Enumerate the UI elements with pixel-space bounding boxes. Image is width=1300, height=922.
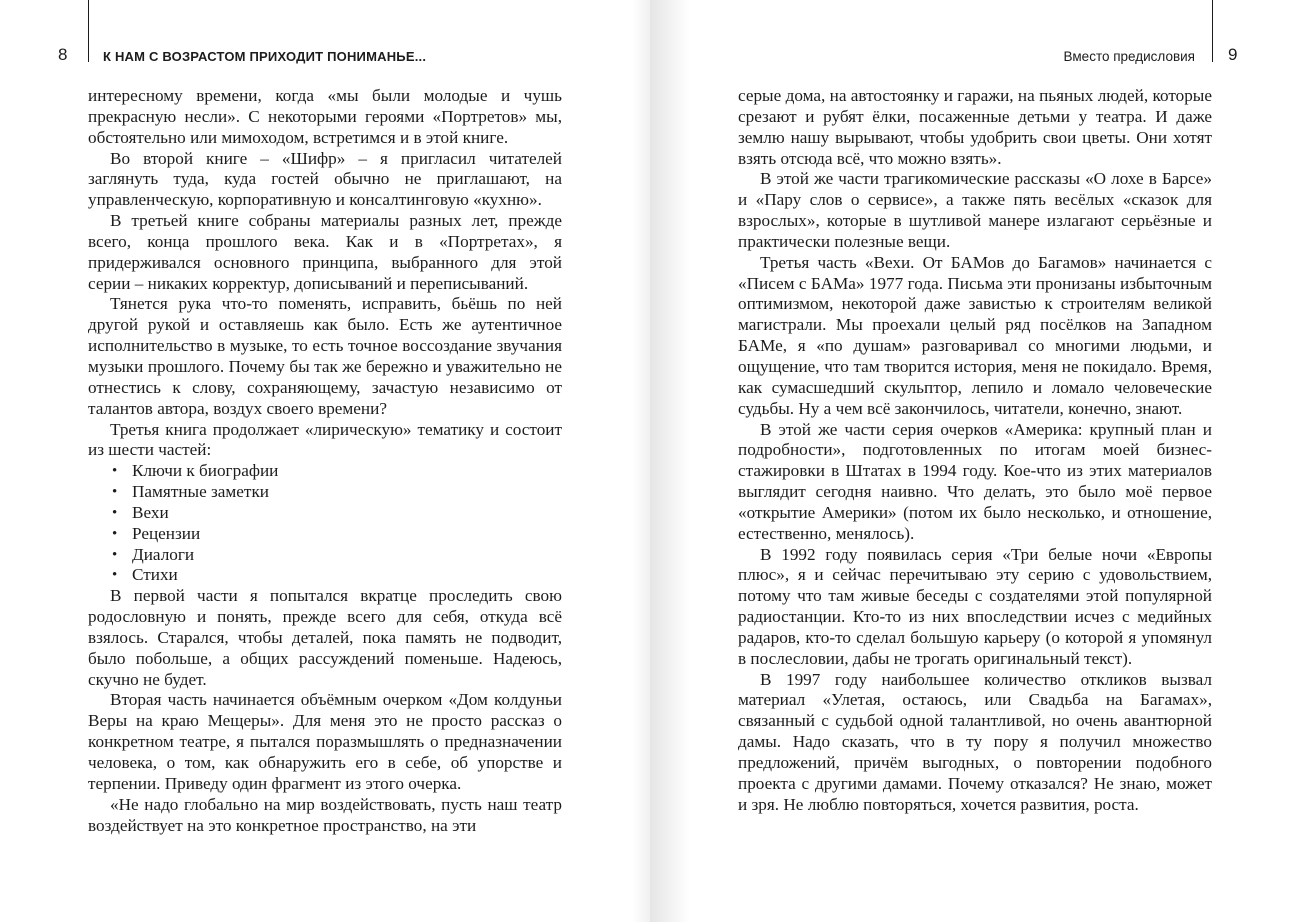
gutter-shadow (632, 0, 650, 922)
list-item: • Стихи (112, 565, 562, 586)
list-item: • Рецензии (112, 524, 562, 545)
list-item: • Вехи (112, 503, 562, 524)
left-body-text (88, 86, 562, 836)
paragraph: Вторая часть начинается объёмным очерком «Дом колдуньи Веры на краю Мещеры». Для меня это не просто рассказ о конкретном театре, я пытался поразмышлять о предназначении человека, о том, как обнаружить его в себе, об упорстве и терпении. Приведу один фрагмент из этого очерка. (88, 690, 562, 793)
paragraph: серые дома, на автостоянку и гаражи, на пьяных людей, которые срезают и рубят ёлки, посаженные детьми у театра. И даже землю нашу вырывают, чтобы удобрить свои цветы. Они хотят взять отсюда всё, что можно взять». (738, 86, 1212, 168)
paragraph: В этой же части серия очерков «Америка: крупный план и подробности», подготовленных по итогам моей бизнес-стажировки в Штатах в 1994 году. Кое-что из этих материалов выглядит сегодня наивно. Что делать, это было моё первое «открытие Америки» (потом их было несколько, и отношение, естественно, менялось). (738, 419, 1212, 543)
right-body-text (738, 86, 1212, 816)
running-head: К НАМ С ВОЗРАСТОМ ПРИХОДИТ ПОНИМАНЬЕ... (103, 49, 427, 64)
page-number: 9 (1228, 45, 1238, 64)
paragraph: В 1992 году появилась серия «Три белые ночи «Европы плюс», я и сейчас перечитываю эту серию с удовольствием, потому что там живые беседы с создателями этой популярной радиостанции. Кто-то из них впоследствии исчез с медийных радаров, кто-то сделал большую карьеру (о которой я упомянул в послесловии, дабы не трогать оригинальный текст). (738, 544, 1212, 668)
paragraph: В этой же части трагикомические рассказы «О лохе в Барсе» и «Пару слов о сервисе», а также пять весёлых «сказок для взрослых», которые в шутливой манере излагают серьёзные и практически полезные вещи. (738, 169, 1212, 251)
paragraph: Тянется рука что-то поменять, исправить, бьёшь по ней другой рукой и оставляешь как было. Есть же аутентичное исполнительство в музыке, то есть точное воссоздание звучания музыки прошлого. Почему бы так же бережно и уважительно не отнестись к слову, сохраняющему, зачастую независимо от талантов автора, воздух своего времени? (88, 294, 562, 418)
paragraph: интересному времени, когда «мы были молодые и чушь прекрасную несли». С некоторыми героями «Портретов» мы, обстоятельно или мимоходом, встретимся и в этой книге. (88, 86, 562, 147)
paragraph: В третьей книге собраны материалы разных лет, прежде всего, конца прошлого века. Как и в «Портретах», я придерживался основного принципа, выбранного для этой серии – никаких корректур, дописываний и переписываний. (88, 211, 562, 293)
paragraph: Во второй книге – «Шифр» – я пригласил читателей заглянуть туда, куда гостей обычно не приглашают, на управленческую, корпоративную и консалтинговую «кухню». (88, 148, 562, 210)
parts-list (88, 461, 562, 586)
running-head: Вместо предисловия (1063, 49, 1195, 64)
paragraph: Третья книга продолжает «лирическую» тематику и состоит из шести частей: (88, 419, 562, 460)
list-item: • Диалоги (112, 545, 562, 566)
paragraph: В 1997 году наибольшее количество откликов вызвал материал «Улетая, остаюсь, или Свадьба на Багамах», связанный с судьбой одной талантливой, но очень авантюрной дамы. Надо сказать, что в ту пору я получил множество предложений, причём выгодных, о повторении подобного проекта с другими дамами. Почему отказался? Не знаю, может и зря. Не люблю повторяться, хочется развития, роста. (738, 669, 1212, 814)
list-item: • Памятные заметки (112, 482, 562, 503)
header-rule (88, 0, 89, 62)
right-page (650, 0, 1300, 922)
gutter-shadow (650, 0, 690, 922)
paragraph: Третья часть «Вехи. От БАМов до Багамов» начинается с «Писем с БАМа» 1977 года. Письма эти пронизаны избыточным оптимизмом, некоторой даже завистью к строителям великой магистрали. Мы проехали целый ряд посёлков на Западном БАМе, я «по душам» разговаривал со многими людьми, и ощущение, что там творится история, меня не покидало. Время, как сумасшедший скульптор, лепило и ломало человеческие судьбы. Ну а чем всё закончилось, читатели, конечно, знают. (738, 252, 1212, 418)
header-rule (1212, 0, 1213, 62)
list-item: • Ключи к биографии (112, 461, 562, 482)
page-number: 8 (58, 45, 68, 64)
paragraph: В первой части я попытался вкратце проследить свою родословную и понять, прежде всего для себя, откуда всё взялось. Старался, чтобы деталей, пока память не подводит, было побольше, а общих рассуждений поменьше. Надеюсь, скучно не будет. (88, 586, 562, 689)
paragraph: «Не надо глобально на мир воздействовать, пусть наш театр воздействует на это конкретное пространство, на эти (88, 794, 562, 835)
